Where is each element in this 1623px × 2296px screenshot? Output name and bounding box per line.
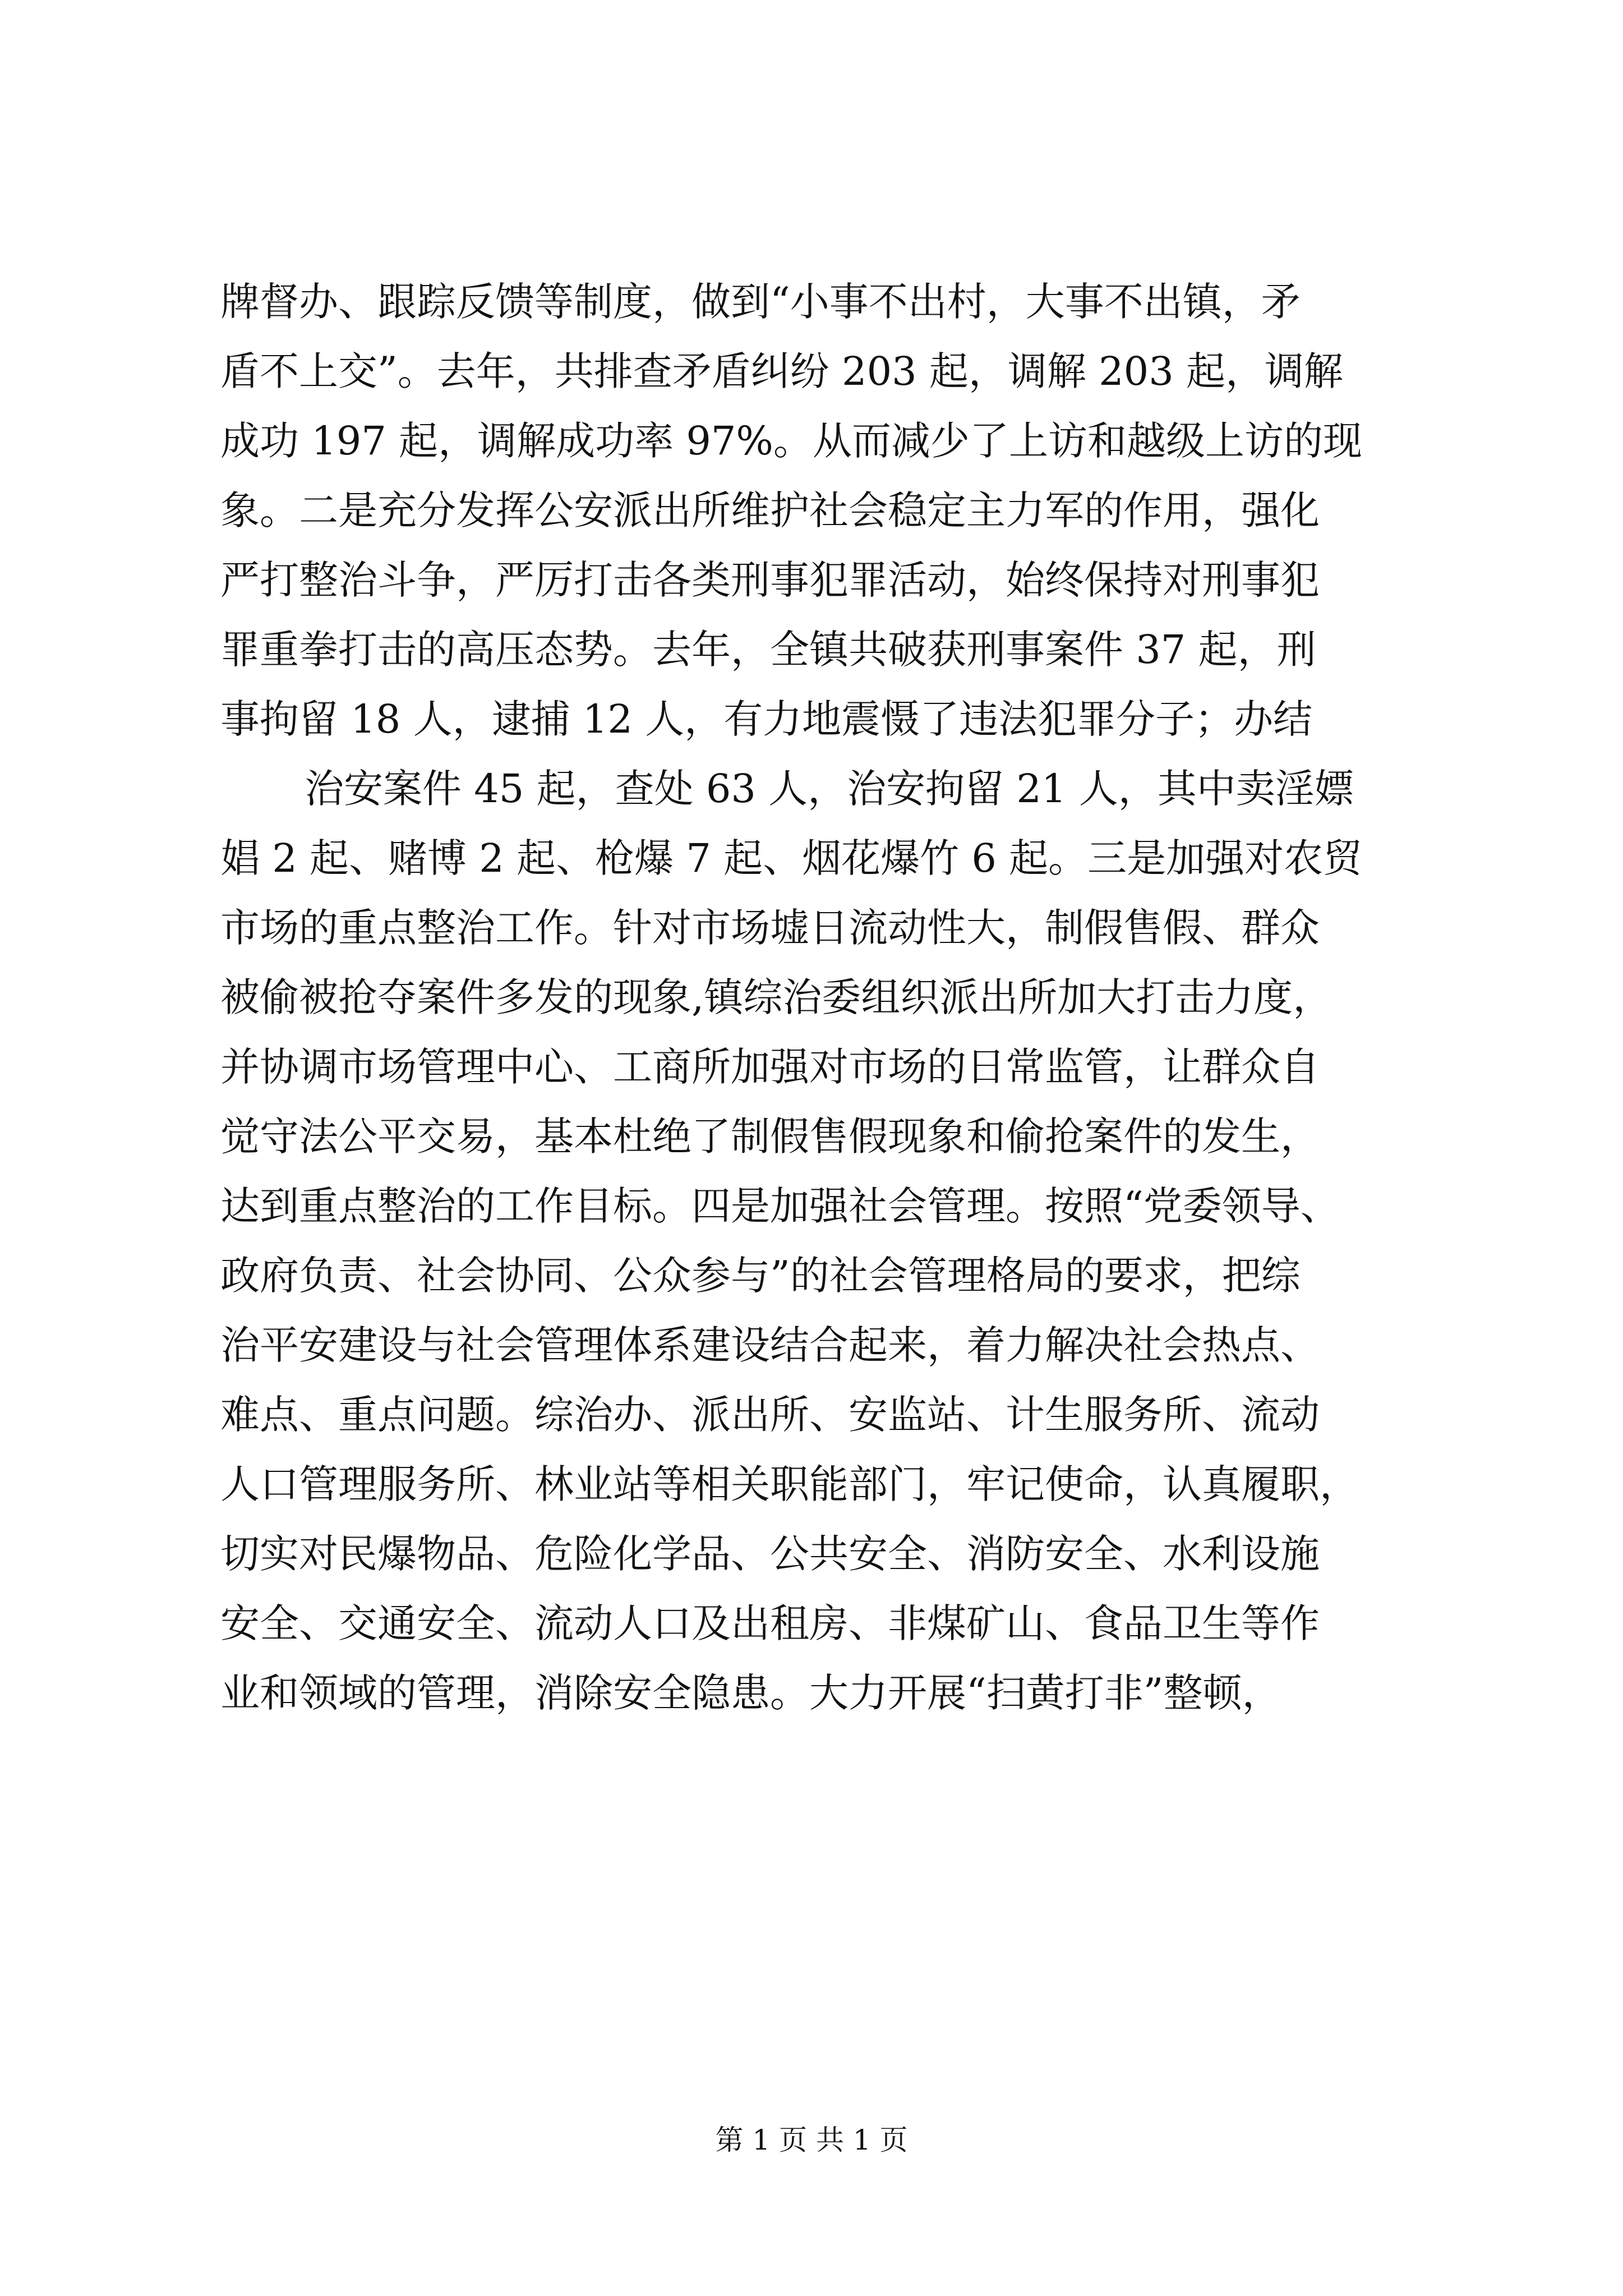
text-line-3: 成功 197 起，调解成功率 97%。从而减少了上访和越级上访的现 (220, 418, 1362, 464)
text-line-12: 并协调市场管理中心、工商所加强对市场的日常监管，让群众自 (220, 1044, 1320, 1090)
text-line-16: 治平安建设与社会管理体系建设结合起来，着力解决社会热点、 (220, 1322, 1320, 1368)
text-line-20: 安全、交通安全、流动人口及出租房、非煤矿山、食品卫生等作 (220, 1600, 1320, 1646)
text-line-1: 牌督办、跟踪反馈等制度，做到“小事不出村，大事不出镇，矛 (220, 279, 1301, 325)
text-line-7: 事拘留 18 人，逮捕 12 人，有力地震慑了违法犯罪分子；办结 (220, 696, 1313, 742)
text-line-2: 盾不上交”。去年，共排查矛盾纠纷 203 起，调解 203 起，调解 (220, 348, 1344, 394)
text-line-17: 难点、重点问题。综治办、派出所、安监站、计生服务所、流动 (220, 1392, 1320, 1438)
text-line-15: 政府负责、社会协同、公众参与”的社会管理格局的要求，把综 (220, 1253, 1301, 1299)
text-line-6: 罪重拳打击的高压态势。去年，全镇共破获刑事案件 37 起，刑 (220, 627, 1316, 673)
text-line-18: 人口管理服务所、林业站等相关职能部门，牢记使命，认真履职， (220, 1461, 1359, 1507)
text-line-9: 娼 2 起、赌博 2 起、枪爆 7 起、烟花爆竹 6 起。三是加强对农贸 (220, 835, 1363, 881)
text-line-11: 被偷被抢夺案件多发的现象,镇综治委组织派出所加大打击力度， (220, 974, 1332, 1020)
text-line-21: 业和领域的管理，消除安全隐患。大力开展“扫黄打非”整顿， (220, 1670, 1281, 1716)
text-line-5: 严打整治斗争，严厉打击各类刑事犯罪活动，始终保持对刑事犯 (220, 557, 1320, 603)
page-footer: 第 1 页 共 1 页 (715, 2124, 908, 2156)
text-line-14: 达到重点整治的工作目标。四是加强社会管理。按照“党委领导、 (220, 1183, 1340, 1229)
text-line-4: 象。二是充分发挥公安派出所维护社会稳定主力军的作用，强化 (220, 487, 1320, 533)
text-line-19: 切实对民爆物品、危险化学品、公共安全、消防安全、水利设施 (220, 1531, 1320, 1577)
text-line-13: 觉守法公平交易，基本杜绝了制假售假现象和偷抢案件的发生， (220, 1114, 1320, 1159)
text-line-10: 市场的重点整治工作。针对市场墟日流动性大，制假售假、群众 (220, 905, 1320, 951)
text-line-8: 治安案件 45 起，查处 63 人，治安拘留 21 人，其中卖淫嫖 (305, 766, 1354, 812)
